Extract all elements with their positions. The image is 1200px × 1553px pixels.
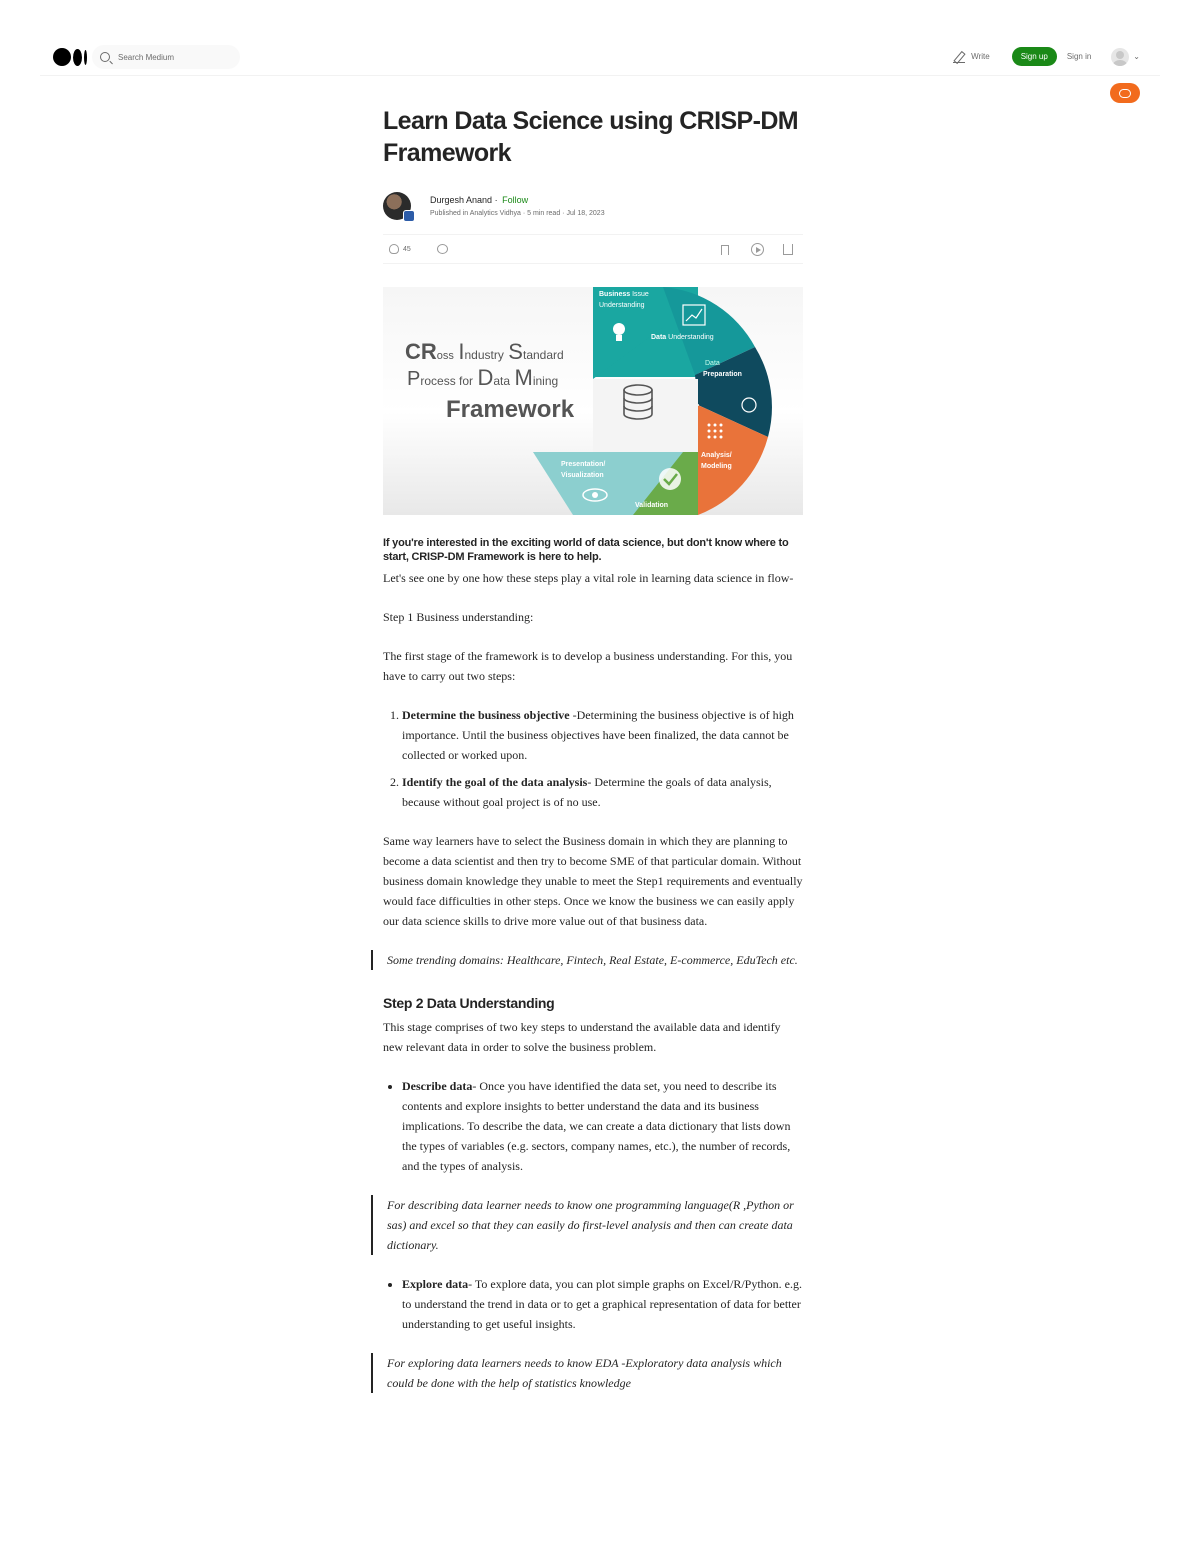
nav-right [953, 47, 1140, 66]
seg-presentation-line2: Visualization [561, 472, 604, 479]
blockquote: For exploring data learners needs to know EDA -Exploratory data analysis which could be done with the help of statistics knowledge [371, 1353, 803, 1393]
chevron-down-icon[interactable]: ⌄ [1133, 52, 1140, 61]
seg-business-light: Issue [632, 291, 649, 298]
list-item-bold: Describe data [402, 1079, 473, 1093]
author-avatar[interactable] [383, 192, 411, 220]
write-button[interactable] [953, 51, 990, 63]
checkmark-icon [659, 468, 681, 490]
list-item [402, 705, 803, 765]
signup-button[interactable]: Sign up [1012, 47, 1057, 66]
action-bar [383, 234, 803, 264]
paragraph-intro: Let's see one by one how these steps play a vital role in learning data science in flow- [383, 571, 794, 585]
article-meta: Published in Analytics Vidhya · 5 min read · Jul 18, 2023 [430, 210, 605, 217]
step2-list [383, 1076, 803, 1176]
pencil-icon [953, 51, 965, 63]
hero-s: S [508, 339, 523, 364]
hero-framework: Framework [446, 396, 575, 423]
step2-list-2 [383, 1274, 803, 1334]
medium-logo[interactable] [53, 48, 87, 66]
paragraph-step2: This stage comprises of two key steps to understand the available data and identify new relevant data in order to solve the business problem. [383, 1020, 781, 1054]
listen-icon[interactable] [751, 243, 764, 256]
seg-prep-bold: Preparation [703, 371, 742, 378]
author-name[interactable]: Durgesh Anand [430, 195, 493, 205]
write-label: Write [971, 52, 990, 61]
list-item-text: -Determining the business objective is of high importance. Until the business objectives have been finalized, the data cannot be collected or worked upon. [402, 708, 794, 762]
lead-paragraph: If you're interested in the exciting world of data science, but don't know where to start, CRISP-DM Framework is here to help. [383, 537, 789, 563]
hero-cr: CR [405, 339, 437, 364]
seg-presentation-bold: Presentation/ [561, 461, 606, 468]
seg-prep-light: Data [705, 360, 720, 367]
seg-analysis-bold: Analysis/ [701, 452, 732, 459]
seg-data-bold: Data [651, 334, 667, 341]
list-item-bold: Identify the goal of the data analysis [402, 775, 588, 789]
publication-logo[interactable] [403, 210, 415, 222]
hero-tandard: tandard [522, 348, 564, 362]
search-input[interactable] [118, 53, 228, 62]
lightbulb-icon [613, 323, 625, 335]
hero-ndustry: ndustry [464, 348, 504, 362]
search-icon [100, 52, 110, 62]
follow-button[interactable]: Follow [502, 195, 529, 205]
hero-i: I [458, 339, 465, 364]
hero-image [383, 287, 803, 515]
seg-validation-bold: Validation [635, 502, 669, 509]
chat-bubble-icon [1119, 89, 1131, 98]
list-item [402, 1274, 803, 1334]
seg-analysis-line2: Modeling [701, 463, 732, 470]
top-nav [40, 38, 1160, 76]
clap-button[interactable] [389, 244, 411, 254]
hero-oss: oss [436, 350, 454, 362]
bookmark-icon[interactable] [721, 245, 729, 255]
blockquote: Some trending domains: Healthcare, Fintech, Real Estate, E-commerce, EduTech etc. [371, 950, 803, 970]
paragraph-step1: The first stage of the framework is to develop a business understanding. For this, you have to carry out two steps: [383, 649, 793, 683]
list-item-text: - Determine the goals of data analysis, because without goal project is of no use. [402, 775, 772, 809]
article [383, 105, 803, 1393]
list-item [402, 1076, 803, 1176]
seg-business-line2: Understanding [599, 302, 645, 309]
article-title: Learn Data Science using CRISP-DM Framework [383, 107, 799, 167]
list-item-text: - To explore data, you can plot simple graphs on Excel/R/Python. e.g. to understand the trend in data or to get a graphical representation of data for better understanding to get useful insights. [402, 1277, 802, 1331]
svg-text:CRoss Industry [405, 339, 564, 364]
share-icon[interactable] [783, 244, 793, 255]
paragraph-domain: Same way learners have to select the Business domain in which they are planning to become a data scientist and then try to become SME of that particular domain. Without business domain knowledge they unable to meet the Step1 requirements and eventually would face difficulties in other steps. Once we know the business we can easily apply our data science skills to drive more value out of that business data. [383, 834, 803, 928]
step1-heading: Step 1 Business understanding: [383, 610, 534, 624]
clap-icon [389, 244, 399, 254]
byline [383, 191, 803, 221]
comment-icon[interactable] [437, 244, 448, 254]
hero-rocess: rocess for [420, 374, 474, 388]
chat-button[interactable] [1110, 83, 1140, 103]
dots-icon [708, 424, 723, 439]
step2-heading: Step 2 Data Understanding [383, 995, 555, 1011]
avatar-icon[interactable] [1111, 48, 1129, 66]
hero-m: M [514, 365, 533, 390]
list-item-bold: Explore data [402, 1277, 469, 1291]
svg-text:Data Understanding [651, 334, 714, 341]
list-item [402, 772, 803, 812]
seg-data-light: Understanding [668, 334, 714, 341]
blockquote: For describing data learner needs to know one programming language(R ,Python or sas) and excel so that they can easily do first-level analysis and then can create data dictionary. [371, 1195, 803, 1255]
seg-business-bold: Business [599, 291, 631, 298]
hero-p: P [407, 368, 421, 390]
hero-ata: ata [493, 374, 511, 388]
list-item-bold: Determine the business objective [402, 708, 570, 722]
svg-text:Process for Data [407, 365, 558, 390]
step1-list [383, 705, 803, 812]
byline-separator: · [494, 195, 498, 205]
svg-text:Business Issue [599, 291, 649, 298]
signin-link[interactable]: Sign in [1066, 52, 1092, 61]
list-item-text: - Once you have identified the data set, you need to describe its contents and explore insights to better understand the data and its business implications. To describe the data, we can create a data dictionary that lists down the types of variables (e.g. sectors, company names, etc.), the number of records, and the types of analysis. [402, 1079, 791, 1173]
clap-count: 45 [403, 245, 411, 253]
hero-ining: ining [532, 374, 559, 388]
page-bottom-mask [0, 1495, 1200, 1553]
hero-d: D [477, 365, 494, 390]
search-box[interactable] [92, 45, 240, 69]
